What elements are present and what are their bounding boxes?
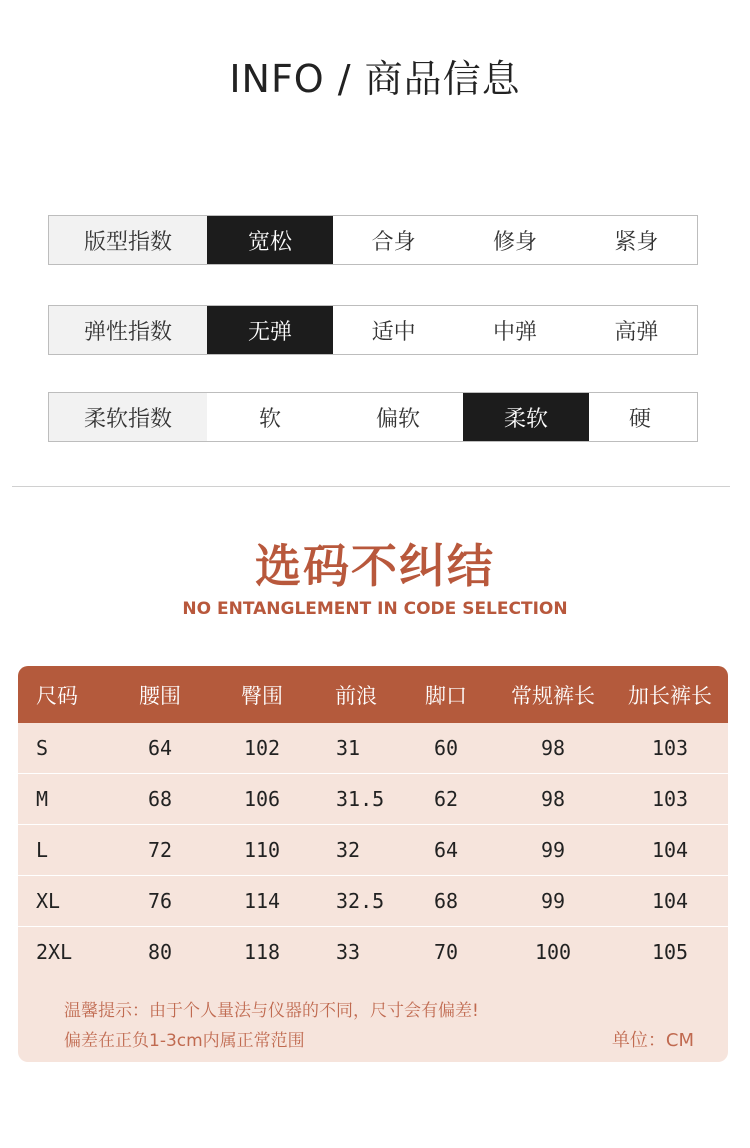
cell: 62 bbox=[433, 787, 459, 811]
fit-index-row bbox=[48, 215, 698, 265]
cell: 118 bbox=[243, 940, 281, 964]
size-table-body bbox=[18, 723, 728, 977]
cell: 60 bbox=[433, 736, 459, 760]
cell: 31.5 bbox=[336, 787, 385, 811]
table-row bbox=[18, 926, 728, 977]
page-title: INFO / 商品信息 bbox=[229, 57, 521, 101]
index-option-selected: 无弹 bbox=[207, 306, 333, 354]
cell: 114 bbox=[243, 889, 281, 913]
cell: 98 bbox=[540, 736, 566, 760]
header-cell: 脚口 bbox=[425, 683, 467, 708]
cell: L bbox=[36, 838, 49, 862]
cell: 100 bbox=[534, 940, 572, 964]
header-cell: 常规裤长 bbox=[511, 683, 595, 708]
cell: XL bbox=[36, 889, 61, 913]
index-option: 偏软 bbox=[375, 406, 420, 432]
cell: S bbox=[36, 736, 49, 760]
cell: 106 bbox=[243, 787, 281, 811]
cell: 68 bbox=[147, 787, 173, 811]
table-row bbox=[18, 875, 728, 926]
cell: 104 bbox=[651, 889, 689, 913]
index-label: 弹性指数 bbox=[49, 306, 207, 354]
index-option-selected: 柔软 bbox=[463, 393, 589, 441]
index-option: 修身 bbox=[492, 229, 537, 255]
section-divider bbox=[12, 486, 730, 487]
elasticity-index-row bbox=[48, 305, 698, 355]
cell: 32.5 bbox=[336, 889, 385, 913]
cell: 31 bbox=[336, 736, 361, 760]
cell: 102 bbox=[243, 736, 281, 760]
size-note-line1: 温馨提示：由于个人量法与仪器的不同，尺寸会有偏差! bbox=[64, 1001, 479, 1021]
index-option: 软 bbox=[258, 406, 281, 432]
header-cell: 尺码 bbox=[36, 683, 78, 708]
table-row bbox=[18, 824, 728, 875]
cell: 99 bbox=[540, 889, 566, 913]
header-cell: 腰围 bbox=[139, 683, 181, 708]
cell: 80 bbox=[147, 940, 173, 964]
cell: 72 bbox=[147, 838, 173, 862]
size-table-header bbox=[18, 666, 728, 723]
cell: 70 bbox=[433, 940, 459, 964]
cell: 104 bbox=[651, 838, 689, 862]
cell: 76 bbox=[147, 889, 173, 913]
cell: 99 bbox=[540, 838, 566, 862]
cell: 64 bbox=[147, 736, 173, 760]
index-option: 紧身 bbox=[614, 229, 659, 255]
table-row bbox=[18, 773, 728, 824]
index-option: 合身 bbox=[371, 229, 416, 255]
index-option-selected: 宽松 bbox=[207, 216, 333, 264]
size-note-line2: 偏差在正负1-3cm内属正常范围 bbox=[64, 1031, 305, 1051]
header-cell: 前浪 bbox=[335, 683, 377, 708]
size-table bbox=[18, 666, 728, 1062]
cell: M bbox=[36, 787, 49, 811]
index-label: 柔软指数 bbox=[49, 393, 207, 441]
index-option: 中弹 bbox=[492, 319, 537, 345]
cell: 68 bbox=[433, 889, 459, 913]
size-unit: 单位：CM bbox=[611, 1030, 694, 1051]
index-label: 版型指数 bbox=[49, 216, 207, 264]
cell: 105 bbox=[651, 940, 689, 964]
header-cell: 臀围 bbox=[241, 683, 283, 708]
index-option: 硬 bbox=[629, 406, 652, 432]
cell: 103 bbox=[651, 736, 689, 760]
section-subtitle: NO ENTANGLEMENT IN CODE SELECTION bbox=[182, 599, 568, 619]
cell: 98 bbox=[540, 787, 566, 811]
cell: 32 bbox=[336, 838, 361, 862]
cell: 33 bbox=[336, 940, 361, 964]
cell: 110 bbox=[243, 838, 281, 862]
softness-index-row bbox=[48, 392, 698, 442]
header-cell: 加长裤长 bbox=[628, 683, 712, 708]
cell: 103 bbox=[651, 787, 689, 811]
section-title: 选码不纠结 bbox=[255, 539, 495, 593]
index-option: 适中 bbox=[371, 319, 416, 345]
cell: 64 bbox=[433, 838, 459, 862]
index-option: 高弹 bbox=[614, 319, 659, 345]
cell: 2XL bbox=[36, 940, 73, 964]
table-row bbox=[18, 723, 728, 773]
